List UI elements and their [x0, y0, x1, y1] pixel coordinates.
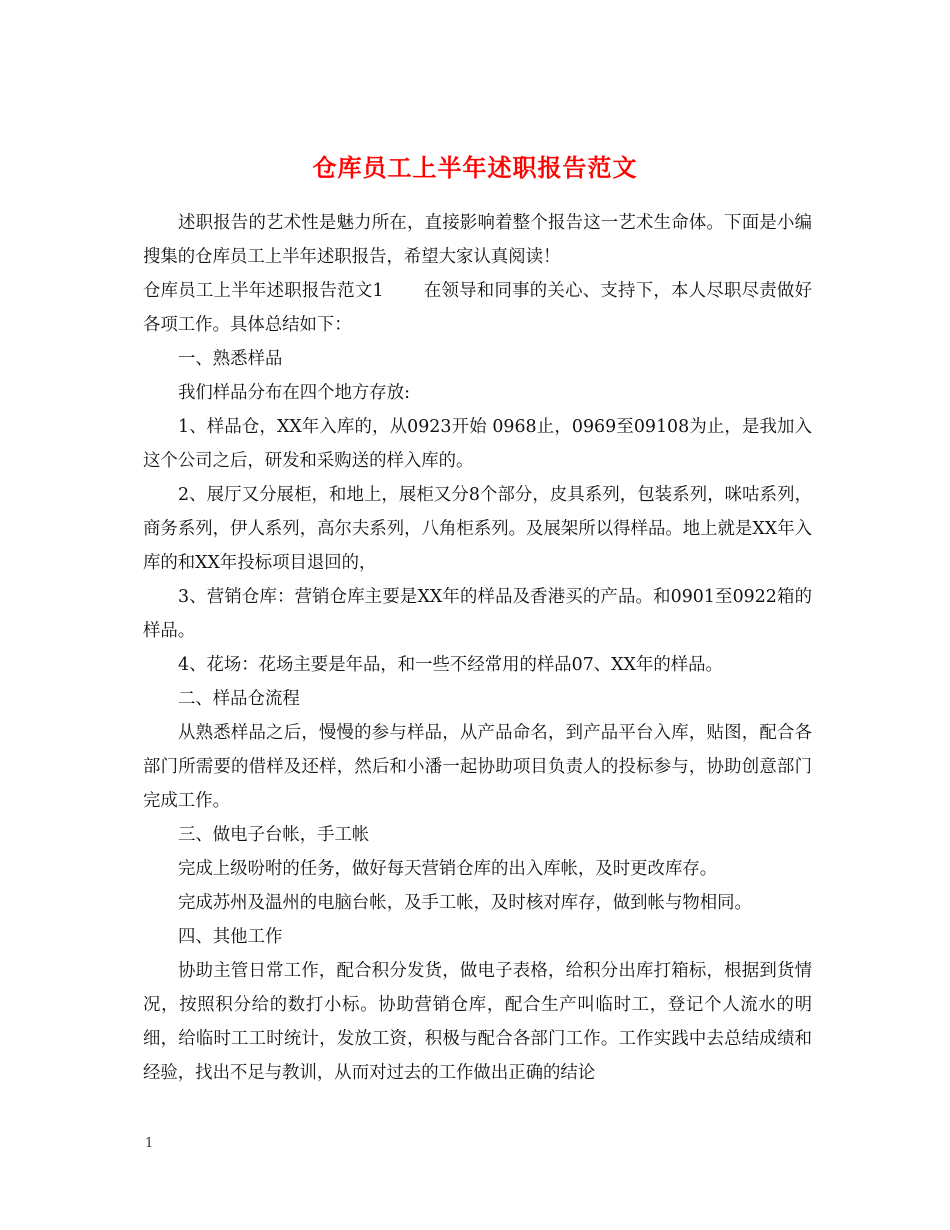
- paragraph-sample-locations: 我们样品分布在四个地方存放:: [178, 383, 410, 403]
- report-opening-line: [143, 274, 812, 342]
- paragraph-other-work: 协助主管日常工作，配合积分发货，做电子表格，给积分出库打箱标，根据到货情况，按照积分给的数打小标。协助营销仓库，配合生产叫临时工，登记个人流水的明细，给临时工工时统计，发放工资，积极与配合各部门工作。工作实践中去总结成绩和经验，找出不足与教训，从而对过去的工作做出正确的结论: [143, 961, 812, 1083]
- heading-ledgers: 三、做电子台帐，手工帐: [178, 825, 370, 845]
- paragraph-sample-process: 从熟悉样品之后，慢慢的参与样品，从产品命名，到产品平台入库，贴图，配合各部门所需要的借样及还样，然后和小潘一起协助项目负责人的投标参与，协助创意部门完成工作。: [143, 723, 812, 811]
- intro-paragraph: 述职报告的艺术性是魅力所在，直接影响着整个报告这一艺术生命体。下面是小编搜集的仓库员工上半年述职报告，希望大家认真阅读！: [143, 213, 812, 267]
- page-number: 1: [145, 1136, 154, 1151]
- opening-text: 在领导和同事的关心、支持下，本人尽职尽责做好各项工作。具体总结如下：: [143, 281, 812, 335]
- heading-familiarize-samples: 一、熟悉样品: [178, 349, 283, 369]
- paragraph-flower-field: 4、花场：花场主要是年品，和一些不经常用的样品07、XX年的样品。: [178, 655, 723, 675]
- document-title: 仓库员工上半年述职报告范文: [312, 153, 638, 183]
- paragraph-showroom: 2、展厅又分展柜，和地上，展柜又分8个部分，皮具系列，包装系列，咪咕系列，商务系列，伊人系列，高尔夫系列，八角柜系列。及展架所以得样品。地上就是XX年入库的和XX年投标项目退回的，: [143, 485, 812, 573]
- heading-sample-process: 二、样品仓流程: [178, 689, 300, 709]
- paragraph-sample-warehouse: 1、样品仓，XX年入库的，从0923开始 0968止，0969至09108为止，是我加入这个公司之后，研发和采购送的样入库的。: [143, 417, 812, 471]
- document-body: [143, 206, 812, 1090]
- paragraph-computer-ledger: 完成苏州及温州的电脑台帐，及手工帐，及时核对库存，做到帐与物相同。: [178, 893, 752, 913]
- heading-other-work: 四、其他工作: [178, 927, 283, 947]
- paragraph-marketing-warehouse: 3、营销仓库：营销仓库主要是XX年的样品及香港买的产品。和0901至0922箱的样品。: [143, 587, 812, 641]
- paragraph-daily-ledger: 完成上级吩咐的任务，做好每天营销仓库的出入库帐，及时更改库存。: [178, 859, 718, 879]
- section-heading: 仓库员工上半年述职报告范文1: [143, 281, 384, 301]
